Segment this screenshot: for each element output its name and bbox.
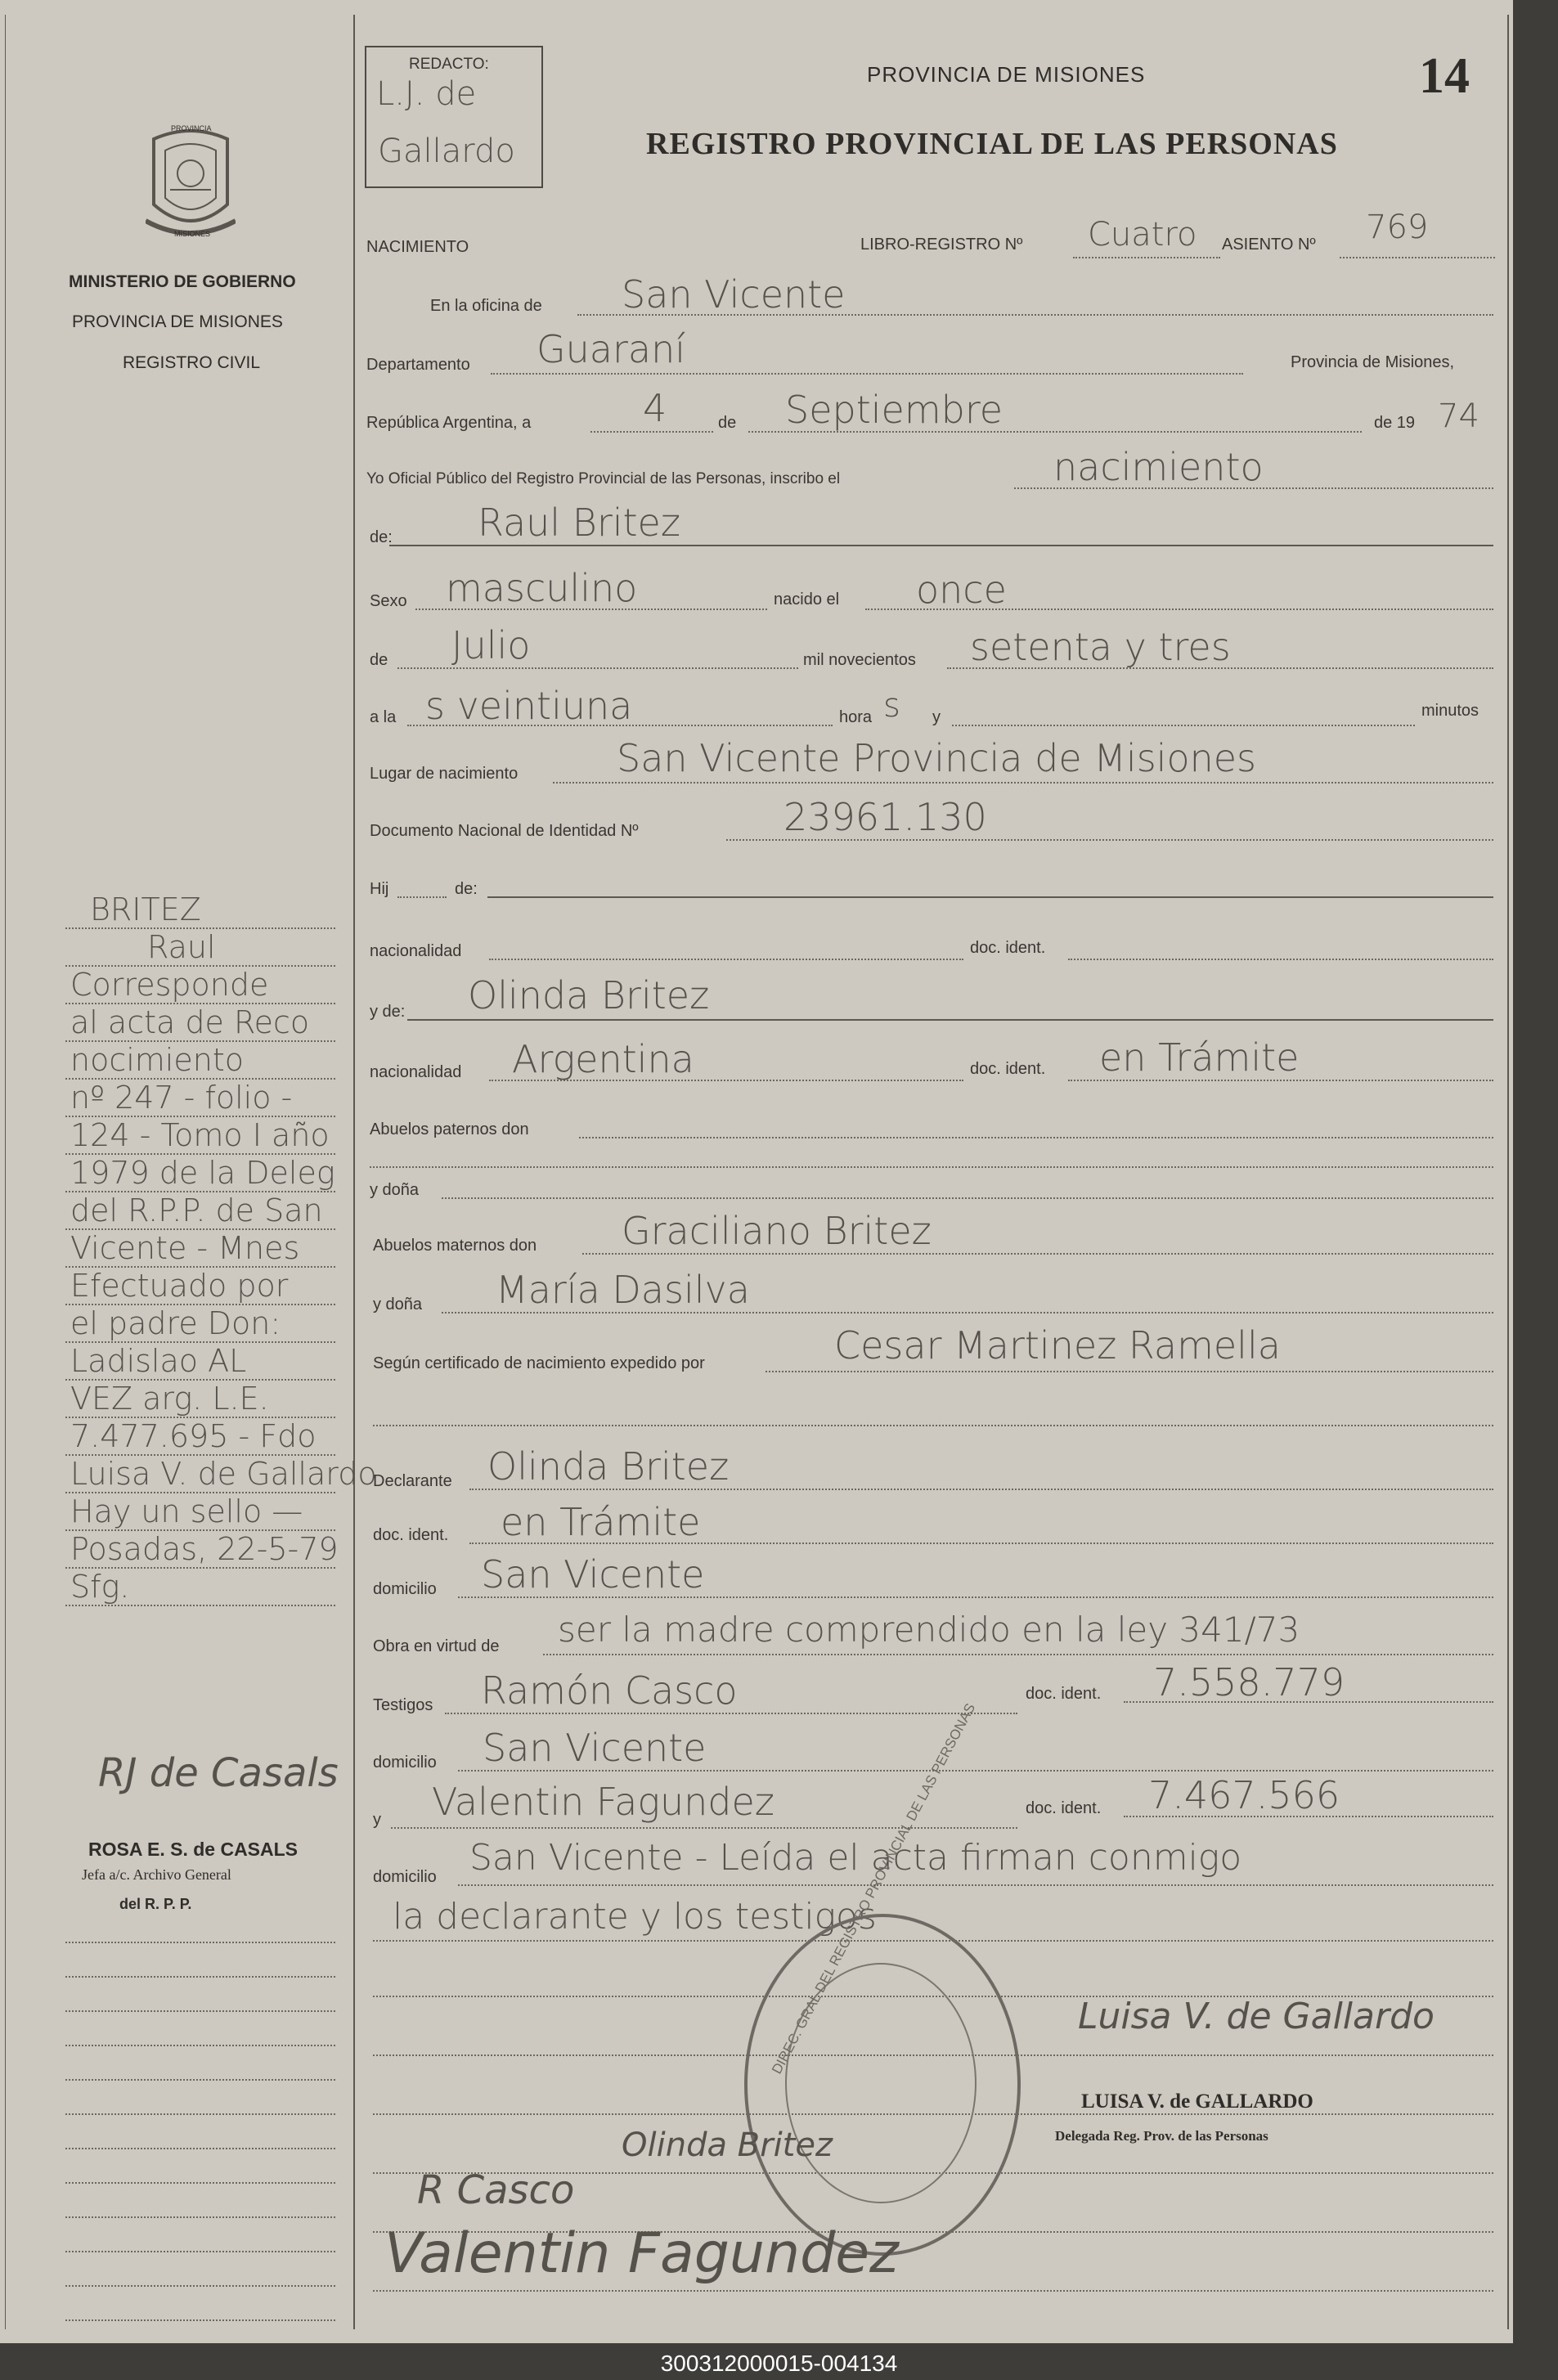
obra-value: ser la madre comprendido en la ley 341/73 <box>558 1610 1300 1650</box>
margin-note-line: nocimiento <box>70 1042 244 1078</box>
margin-signer-org: del R. P. P. <box>119 1896 192 1912</box>
nacido-value: once <box>916 568 1007 612</box>
minutos-label: minutos <box>1421 702 1479 720</box>
officer-signature: Luisa V. de Gallardo <box>1078 1996 1435 2037</box>
provincial-seal-icon <box>146 123 236 245</box>
nombre-value: Raul Britez <box>478 501 680 545</box>
lugar-label: Lugar de nacimiento <box>370 765 519 783</box>
domicilio-testigo1-value: San Vicente <box>483 1726 707 1770</box>
y-label: y <box>932 708 941 726</box>
libro-label: LIBRO-REGISTRO Nº <box>860 236 1023 254</box>
oficina-value: San Vicente <box>622 272 846 317</box>
hora-value: s veintiuna <box>425 684 633 728</box>
margin-note-line: Efectuado por <box>70 1268 289 1304</box>
sexo-value: masculino <box>446 566 638 610</box>
doc-testigo2-label: doc. ident. <box>1026 1799 1102 1817</box>
domicilio-testigo1-label: domicilio <box>373 1754 437 1772</box>
ministry-line: MINISTERIO DE GOBIERNO <box>69 272 296 291</box>
obra-label: Obra en virtud de <box>373 1637 500 1655</box>
margin-note-line: Sfg. <box>70 1569 130 1605</box>
margin-signer-name: ROSA E. S. de CASALS <box>88 1839 299 1860</box>
abuelos-paternos-label: Abuelos paternos don <box>370 1120 529 1138</box>
doc-madre-value: en Trámite <box>1099 1035 1300 1080</box>
signature-testigo2: Valentin Fagundez <box>384 2221 899 2286</box>
doc-madre-label: doc. ident. <box>970 1060 1046 1078</box>
madre-label: y de: <box>370 1003 406 1021</box>
testigo1-value: Ramón Casco <box>481 1668 738 1713</box>
signature-declarante: Olinda Britez <box>622 2126 833 2164</box>
oficial-label: Yo Oficial Público del Registro Provincial de las Personas, inscribo el <box>366 470 841 487</box>
hijo-de-label: de: <box>455 880 478 898</box>
nombre-label: de: <box>370 528 393 546</box>
officer-name: LUISA V. de GALLARDO <box>1081 2090 1313 2113</box>
certificado-label: Según certificado de nacimiento expedido por <box>373 1354 705 1372</box>
left-margin-rule <box>353 15 355 2329</box>
page-number: 14 <box>1419 48 1470 104</box>
anio-label: de 19 <box>1374 414 1416 432</box>
far-left-rule <box>5 15 6 2329</box>
margin-note-line: VEZ arg. L.E. <box>70 1381 269 1417</box>
signature-testigo1: R Casco <box>417 2167 575 2213</box>
doc-declarante-label: doc. ident. <box>373 1526 449 1544</box>
doc-testigo1-label: doc. ident. <box>1026 1685 1102 1703</box>
seal-top-text: PROVINCIA <box>171 124 212 132</box>
nacido-label: nacido el <box>774 591 840 608</box>
civil-registry-line: REGISTRO CIVIL <box>123 353 261 372</box>
abuela-materna-label: y doña <box>373 1296 423 1313</box>
mil-label: mil novecientos <box>803 651 916 669</box>
margin-note-line: Corresponde <box>70 967 269 1003</box>
dia-value: 4 <box>643 386 667 430</box>
margin-note-line: del R.P.P. de San <box>70 1192 323 1228</box>
margin-signature: RJ de Casals <box>98 1750 339 1796</box>
margin-note-line: el padre Don: <box>70 1305 281 1341</box>
anio-nac-value: setenta y tres <box>970 625 1231 669</box>
provincia-label: Provincia de Misiones, <box>1291 353 1455 371</box>
right-margin-rule <box>1507 15 1509 2329</box>
margin-note-line: Hay un sello — <box>70 1493 303 1529</box>
domicilio-declarante-value: San Vicente <box>481 1552 705 1596</box>
hora2-value: s <box>883 687 900 725</box>
margin-note-line: Ladislao AL <box>70 1343 247 1379</box>
redactado-value-2: Gallardo <box>378 132 515 170</box>
nacionalidad-madre-value: Argentina <box>512 1037 694 1081</box>
margin-note-line: 1979 de la Deleg <box>70 1155 335 1191</box>
de-label: de <box>718 414 737 432</box>
lugar-value: San Vicente Provincia de Misiones <box>617 736 1257 780</box>
departamento-value: Guaraní <box>537 327 686 371</box>
dni-label: Documento Nacional de Identidad Nº <box>370 822 639 840</box>
asiento-label: ASIENTO Nº <box>1222 236 1316 254</box>
margin-note-line: Posadas, 22-5-79 <box>70 1531 339 1567</box>
doc-testigo1-value: 7.558.779 <box>1153 1660 1345 1704</box>
mes-value: Septiembre <box>785 388 1003 432</box>
redactado-value-1: L.J. de <box>376 75 477 113</box>
testigo2-value: Valentin Fagundez <box>432 1780 775 1824</box>
departamento-label: Departamento <box>366 356 470 374</box>
registry-title: REGISTRO PROVINCIAL DE LAS PERSONAS <box>646 127 1338 161</box>
testigo2-label: y <box>373 1811 381 1829</box>
margin-note-line: Luisa V. de Gallardo <box>70 1456 377 1492</box>
continuation-value: la declarante y los testigos <box>393 1896 877 1938</box>
redactado-label: REDACTO: <box>409 56 489 73</box>
republica-label: República Argentina, a <box>366 414 532 432</box>
nacionalidad-padre-label: nacionalidad <box>370 942 462 960</box>
mes-nac-value: Julio <box>451 623 531 667</box>
province-line: PROVINCIA DE MISIONES <box>72 312 283 331</box>
hijo-label: Hij <box>370 880 389 898</box>
margin-note-line: nº 247 - folio - <box>70 1080 293 1116</box>
margin-signer-title: Jefa a/c. Archivo General <box>82 1866 231 1883</box>
certificado-value: Cesar Martinez Ramella <box>834 1323 1281 1367</box>
doc-padre-label: doc. ident. <box>970 939 1046 957</box>
seal-bottom-text: MISIONES <box>174 230 211 238</box>
record-type-label: NACIMIENTO <box>366 238 469 256</box>
margin-note-line: 7.477.695 - Fdo <box>70 1418 317 1454</box>
doc-testigo2-value: 7.467.566 <box>1148 1773 1340 1817</box>
oficina-label: En la oficina de <box>430 297 542 315</box>
nacionalidad-madre-label: nacionalidad <box>370 1063 462 1081</box>
madre-value: Olinda Britez <box>468 973 710 1017</box>
abuela-materna-value: María Dasilva <box>496 1268 750 1312</box>
margin-note-line: al acta de Reco <box>70 1004 310 1040</box>
sexo-label: Sexo <box>370 592 407 610</box>
margin-note-line: 124 - Tomo I año <box>70 1117 330 1153</box>
testigos-label: Testigos <box>373 1696 433 1714</box>
asiento-value: 769 <box>1366 209 1429 246</box>
declarante-label: Declarante <box>373 1472 452 1490</box>
domicilio-testigo2-label: domicilio <box>373 1868 437 1886</box>
province-title: PROVINCIA DE MISIONES <box>867 62 1146 87</box>
stamp-text: DIREC. GRAL DEL REGISTRO PROVINCIAL DE LAS PERSONAS <box>769 1700 979 2077</box>
margin-note-line: Raul <box>147 929 216 965</box>
domicilio-testigo2-value: San Vicente - Leída el acta firman conmigo <box>469 1837 1242 1879</box>
oficial-value: nacimiento <box>1053 445 1264 489</box>
abuelos-maternos-label: Abuelos maternos don <box>373 1237 537 1255</box>
footer-id: 300312000015-004134 <box>660 2351 898 2376</box>
abuela-paterna-label: y doña <box>370 1181 420 1199</box>
domicilio-declarante-label: domicilio <box>373 1580 437 1598</box>
dni-value: 23961.130 <box>783 795 987 839</box>
doc-declarante-value: en Trámite <box>501 1500 701 1544</box>
declarante-value: Olinda Britez <box>487 1444 730 1489</box>
hora-label: hora <box>839 708 873 726</box>
margin-note-line: Vicente - Mnes <box>70 1230 300 1266</box>
libro-value: Cuatro <box>1088 216 1197 254</box>
margin-note-line: BRITEZ <box>90 891 201 927</box>
anio-value: 74 <box>1438 397 1479 435</box>
ala-label: a la <box>370 708 397 726</box>
officer-title: Delegada Reg. Prov. de las Personas <box>1055 2128 1268 2144</box>
mes-nac-label: de <box>370 651 388 669</box>
abuelo-materno-value: Graciliano Britez <box>622 1209 932 1253</box>
